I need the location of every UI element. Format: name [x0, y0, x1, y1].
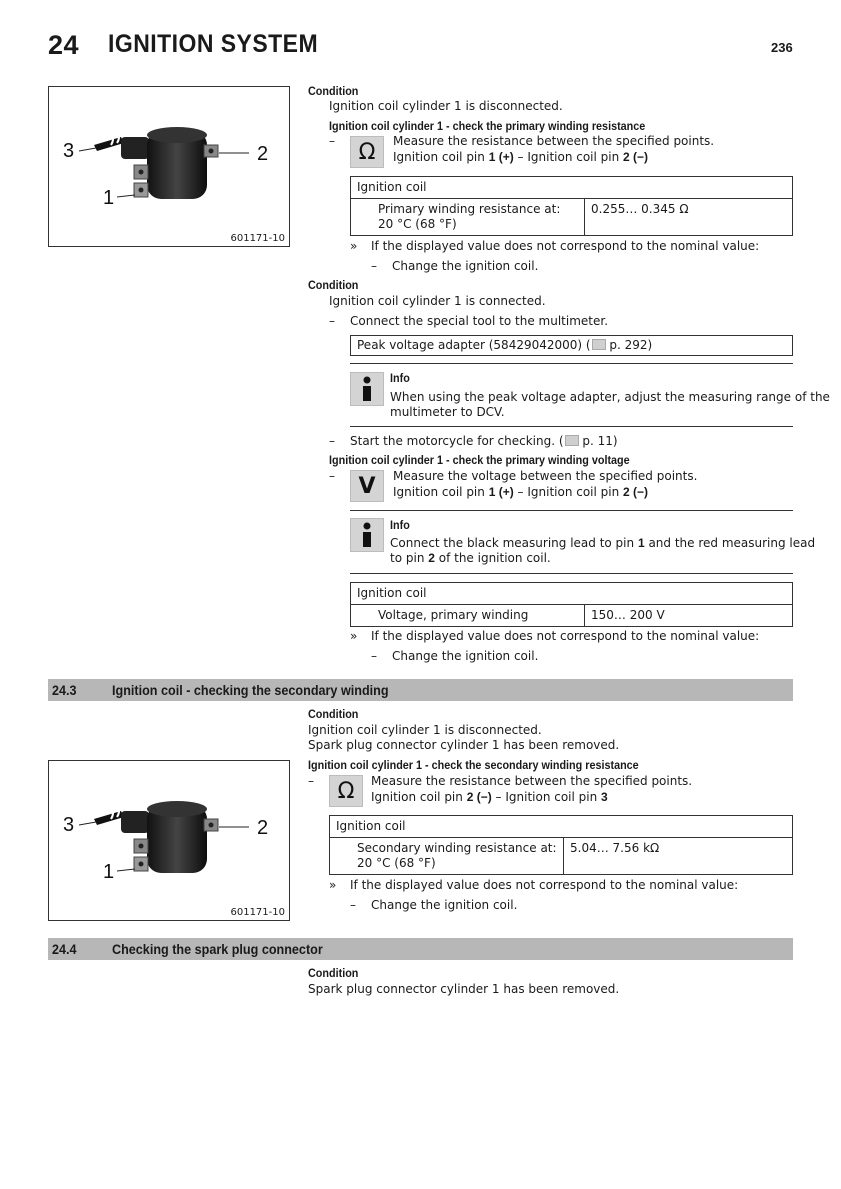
condition-text: Ignition coil cylinder 1 is connected.: [329, 294, 546, 308]
condition-label: Condition: [308, 966, 359, 980]
page-reference-link[interactable]: p. 11): [578, 434, 618, 448]
condition-text: Ignition coil cylinder 1 is disconnected.: [329, 99, 563, 113]
pin-label-1: 1: [103, 861, 115, 883]
table-label: Secondary winding resistance at: 20 °C (68 °F): [330, 838, 564, 875]
instruction-text: Connect the special tool to the multimeter.: [350, 314, 609, 328]
list-dash: –: [329, 134, 335, 148]
instruction-text: Start the motorcycle for checking. ( p. 11): [350, 434, 618, 448]
book-icon: [565, 435, 579, 446]
voltage-icon: V: [350, 470, 384, 502]
condition-text: Ignition coil cylinder 1 is disconnected.: [308, 723, 542, 737]
condition-label: Condition: [308, 84, 359, 98]
table-header: Ignition coil: [351, 583, 793, 605]
change-coil-text: Change the ignition coil.: [392, 259, 539, 273]
info-divider: [350, 363, 793, 364]
info-text: to pin 2 of the ignition coil.: [390, 551, 551, 565]
page-number: 236: [771, 40, 793, 55]
nominal-note: If the displayed value does not correspond to the nominal value:: [371, 239, 760, 253]
chapter-number: 24: [48, 30, 80, 60]
pins-text: Ignition coil pin 2 (−) – Ignition coil pin 3: [371, 790, 608, 804]
instruction-text: Measure the resistance between the specified points.: [393, 134, 715, 148]
list-dash: –: [329, 314, 335, 328]
info-icon: [350, 518, 384, 552]
section-number: 24.3: [52, 682, 77, 698]
table-value: 150… 200 V: [585, 605, 793, 627]
pins-text: Ignition coil pin 1 (+) – Ignition coil pin 2 (−): [393, 150, 649, 164]
table-header: Ignition coil: [330, 816, 793, 838]
info-icon: [350, 372, 384, 406]
condition-label: Condition: [308, 707, 359, 721]
step-title: Ignition coil cylinder 1 - check the primary winding voltage: [329, 453, 630, 467]
section-title: Ignition coil - checking the secondary winding: [112, 682, 389, 698]
nominal-note: If the displayed value does not correspond to the nominal value:: [371, 629, 760, 643]
pin-label-3: 3: [63, 140, 75, 162]
table-label: Voltage, primary winding: [351, 605, 585, 627]
list-dash: –: [371, 259, 377, 273]
pin-label-2: 2: [257, 143, 269, 165]
pin-label-3: 3: [63, 814, 75, 836]
info-divider: [350, 573, 793, 574]
info-label: Info: [390, 518, 410, 532]
table-value: 0.255… 0.345 Ω: [585, 199, 793, 236]
ohm-icon: Ω: [329, 775, 363, 807]
info-text: multimeter to DCV.: [390, 405, 505, 419]
spec-table: [350, 582, 793, 627]
ohm-icon: Ω: [350, 136, 384, 168]
section-number: 24.4: [52, 941, 77, 957]
page-reference-link[interactable]: p. 292): [605, 338, 653, 352]
spec-table: [329, 815, 793, 875]
info-text: When using the peak voltage adapter, adjust the measuring range of the: [390, 390, 830, 404]
change-coil-text: Change the ignition coil.: [371, 898, 518, 912]
table-value: 5.04… 7.56 kΩ: [564, 838, 793, 875]
condition-text: Spark plug connector cylinder 1 has been removed.: [308, 982, 620, 996]
condition-text: Spark plug connector cylinder 1 has been removed.: [308, 738, 620, 752]
change-coil-text: Change the ignition coil.: [392, 649, 539, 663]
ignition-coil-figure: [48, 86, 290, 247]
instruction-text: Measure the voltage between the specified points.: [393, 469, 698, 483]
ignition-coil-illustration: [49, 87, 289, 246]
ignition-coil-illustration: [49, 761, 289, 920]
instruction-text: Measure the resistance between the specified points.: [371, 774, 693, 788]
condition-label: Condition: [308, 278, 359, 292]
chapter-title: IGNITION SYSTEM: [108, 30, 319, 58]
pin-label-1: 1: [103, 187, 115, 209]
section-title: Checking the spark plug connector: [112, 941, 323, 957]
figure-caption: 601171-10: [230, 233, 285, 244]
list-dash: –: [371, 649, 377, 663]
info-label: Info: [390, 371, 410, 385]
special-tool-box: Peak voltage adapter (58429042000) ( p. 292): [350, 335, 793, 356]
figure-caption: 601171-10: [230, 907, 285, 918]
table-label: Primary winding resistance at: 20 °C (68 °F): [351, 199, 585, 236]
info-divider: [350, 510, 793, 511]
pin-label-2: 2: [257, 817, 269, 839]
list-dash: –: [329, 469, 335, 483]
table-header: Ignition coil: [351, 177, 793, 199]
list-raquo: »: [350, 239, 358, 253]
step-title: Ignition coil cylinder 1 - check the primary winding resistance: [329, 119, 646, 133]
list-raquo: »: [350, 629, 358, 643]
spec-table: [350, 176, 793, 236]
ignition-coil-figure: [48, 760, 290, 921]
step-title: Ignition coil cylinder 1 - check the secondary winding resistance: [308, 758, 639, 772]
list-raquo: »: [329, 878, 337, 892]
pins-text: Ignition coil pin 1 (+) – Ignition coil pin 2 (−): [393, 485, 649, 499]
list-dash: –: [350, 898, 356, 912]
list-dash: –: [308, 774, 314, 788]
info-text: Connect the black measuring lead to pin 1 and the red measuring lead: [390, 536, 816, 550]
info-divider: [350, 426, 793, 427]
book-icon: [592, 339, 606, 350]
list-dash: –: [329, 434, 335, 448]
nominal-note: If the displayed value does not correspond to the nominal value:: [350, 878, 739, 892]
